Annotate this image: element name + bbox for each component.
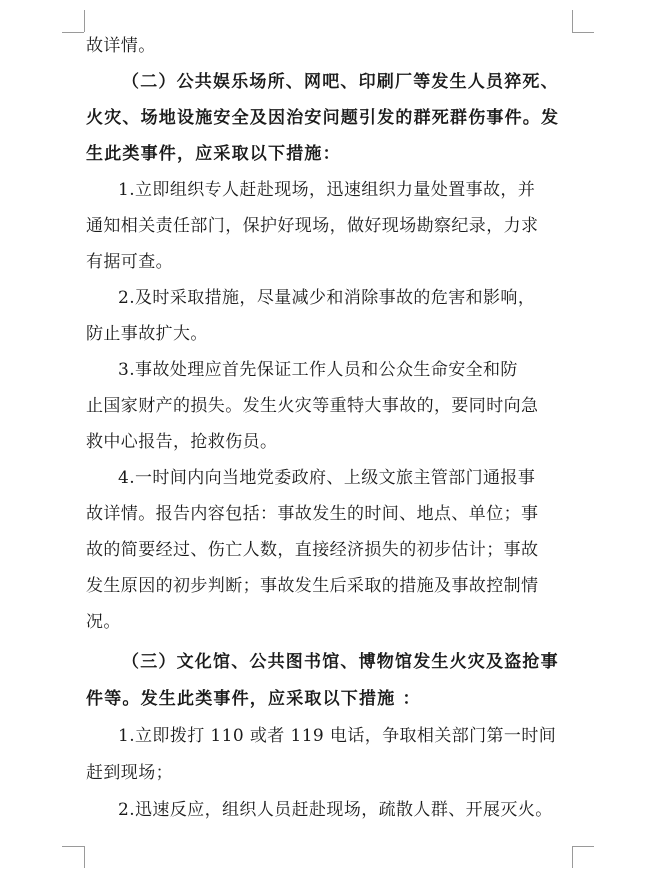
crop-mark-bottom-left-v: [84, 846, 85, 868]
text-line: 赶到现场；: [86, 763, 173, 783]
text-line: 救中心报告，抢救伤员。: [86, 432, 278, 452]
text-line: 通知相关责任部门，保护好现场，做好现场勘察纪录，力求: [86, 216, 539, 236]
text-line: 2.迅速反应，组织人员赶赴现场，疏散人群、开展灭火。: [118, 800, 553, 820]
text-line: 2.及时采取措施，尽量减少和消除事故的危害和影响，: [118, 288, 536, 308]
section-heading-2-cont: 生此类事件，应采取以下措施：: [86, 144, 341, 164]
text-line: 故详情。报告内容包括：事故发生的时间、地点、单位；事: [86, 504, 539, 524]
text-line: 止国家财产的损失。发生火灾等重特大事故的，要同时向急: [86, 396, 539, 416]
crop-mark-bottom-right-v: [572, 846, 573, 868]
crop-mark-top-left-h: [62, 32, 84, 33]
crop-mark-bottom-right-h: [572, 846, 594, 847]
section-heading-3: （三）文化馆、公共图书馆、博物馆发生火灾及盗抢事: [122, 652, 559, 672]
crop-mark-top-left-v: [84, 10, 85, 32]
section-heading-2: （二）公共娱乐场所、网吧、印刷厂等发生人员猝死、: [122, 72, 559, 92]
text-line: 发生原因的初步判断；事故发生后采取的措施及事故控制情: [86, 576, 539, 596]
text-line: 有据可查。: [86, 252, 173, 272]
crop-mark-bottom-left-h: [62, 846, 84, 847]
crop-mark-top-right-h: [572, 32, 594, 33]
section-heading-2-cont: 火灾、场地设施安全及因治安问题引发的群死群伤事件。发: [86, 108, 560, 128]
crop-mark-top-right-v: [572, 10, 573, 32]
section-heading-3-cont: 件等。发生此类事件，应采取以下措施 ：: [86, 689, 421, 709]
text-line: 故的简要经过、伤亡人数，直接经济损失的初步估计；事故: [86, 540, 539, 560]
text-line: 1.立即组织专人赶赴现场，迅速组织力量处置事故，并: [118, 180, 536, 200]
text-line: 3.事故处理应首先保证工作人员和公众生命安全和防: [118, 360, 518, 380]
text-line: 故详情。: [86, 36, 156, 56]
text-line: 防止事故扩大。: [86, 324, 208, 344]
text-line: 1.立即拨打 110 或者 119 电话，争取相关部门第一时间: [118, 726, 557, 746]
text-line: 4.一时间内向当地党委政府、上级文旅主管部门通报事: [118, 468, 536, 488]
text-line: 况。: [86, 612, 121, 632]
